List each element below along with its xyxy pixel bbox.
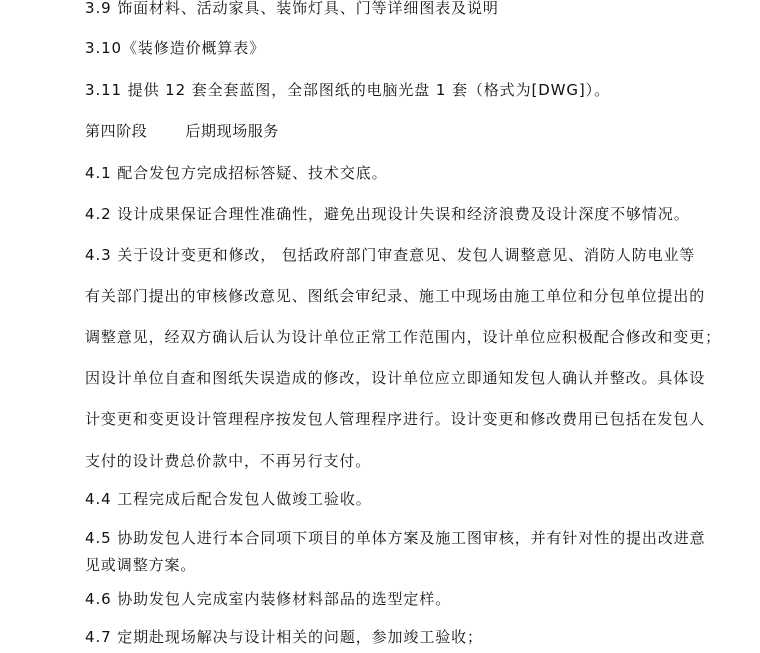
- item-4-1: 4.1 配合发包方完成招标答疑、技术交底。: [85, 164, 388, 182]
- item-4-5-line-2: 见或调整方案。: [85, 556, 197, 574]
- item-4-5-line-1: 4.5 协助发包人进行本合同项下项目的单体方案及施工图审核，并有针对性的提出改进意: [85, 529, 706, 547]
- section-heading: [85, 121, 279, 141]
- item-4-2: 4.2 设计成果保证合理性准确性，避免出现设计失误和经济浪费及设计深度不够情况。: [85, 205, 690, 223]
- item-4-7: 4.7 定期赴现场解决与设计相关的问题，参加竣工验收；: [85, 628, 483, 646]
- item-3-11: 3.11 提供 12 套全套蓝图，全部图纸的电脑光盘 1 套（格式为[DWG]）。: [85, 81, 610, 99]
- section-label: 第四阶段: [85, 122, 148, 140]
- item-4-3-line-1: 4.3 关于设计变更和修改， 包括政府部门审查意见、发包人调整意见、消防人防电业等: [85, 246, 696, 264]
- item-4-4: 4.4 工程完成后配合发包人做竣工验收。: [85, 490, 372, 508]
- item-4-3-line-5: 计变更和变更设计管理程序按发包人管理程序进行。设计变更和修改费用已包括在发包人: [85, 410, 706, 428]
- item-4-3-line-3: 调整意见，经双方确认后认为设计单位正常工作范围内，设计单位应积极配合修改和变更；: [85, 328, 722, 346]
- section-title: 后期现场服务: [185, 122, 280, 140]
- item-4-3-line-6: 支付的设计费总价款中，不再另行支付。: [85, 452, 372, 470]
- item-3-9: 3.9 饰面材料、活动家具、装饰灯具、门等详细图表及说明: [85, 0, 499, 17]
- item-4-6: 4.6 协助发包人完成室内装修材料部品的选型定样。: [85, 590, 452, 608]
- item-4-3-line-2: 有关部门提出的审核修改意见、图纸会审纪录、施工中现场由施工单位和分包单位提出的: [85, 287, 706, 305]
- item-4-3-line-4: 因设计单位自查和图纸失误造成的修改，设计单位应立即通知发包人确认并整改。具体设: [85, 369, 706, 387]
- item-3-10: 3.10《装修造价概算表》: [85, 39, 266, 57]
